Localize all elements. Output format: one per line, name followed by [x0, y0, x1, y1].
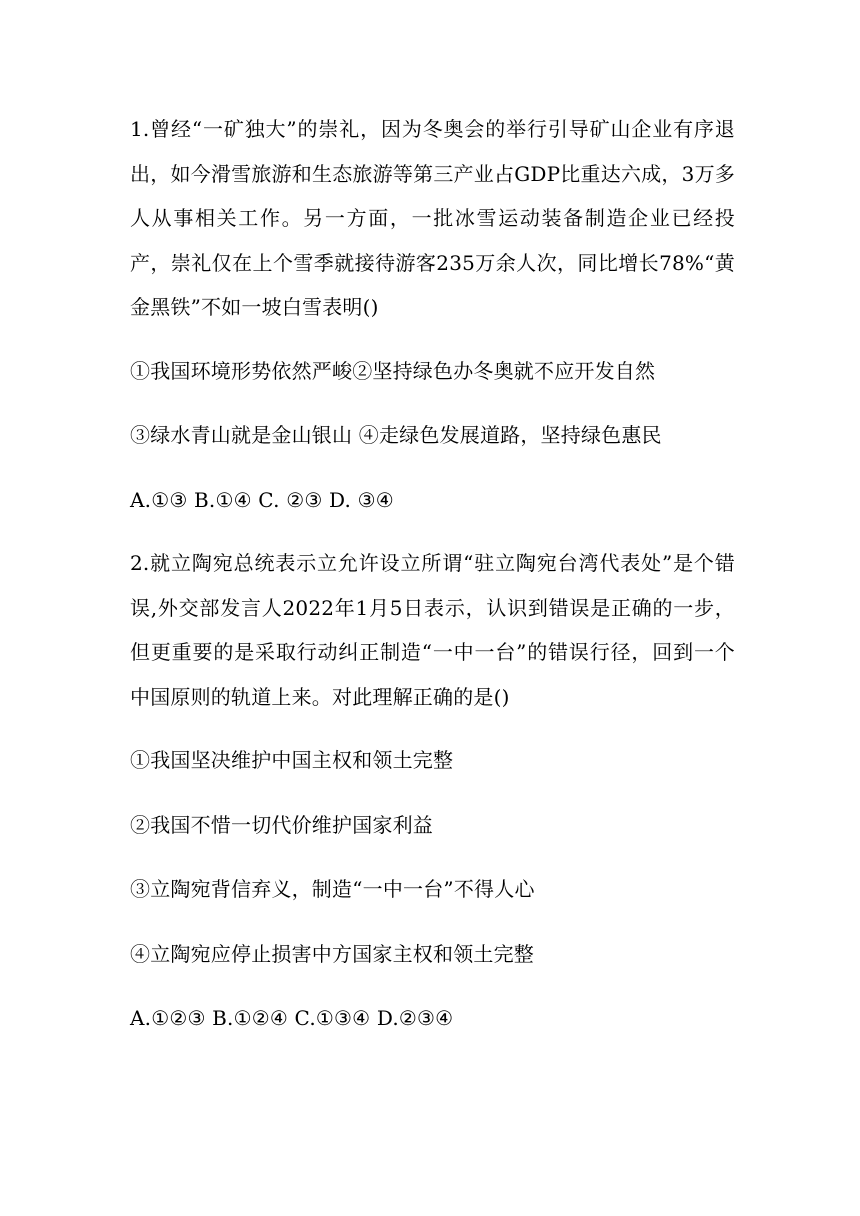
question-2-stem: 2.就立陶宛总统表示立允许设立所谓“驻立陶宛台湾代表处”是个错误,外交部发言人2022年1月5日表示，认识到错误是正确的一步，但更重要的是采取行动纠正制造“一中一台”的错误行径，回到一个中国原则的轨道上来。对此理解正确的是()	[130, 551, 735, 709]
question-2-option-4: ④立陶宛应停止损害中方国家主权和领土完整	[130, 941, 534, 966]
question-2-answer-choices: A.①②③ B.①②④ C.①③④ D.②③④	[130, 1006, 454, 1030]
question-2-option-3: ③立陶宛背信弃义，制造“一中一台”不得人心	[130, 877, 535, 901]
question-1-option-line-2: ③绿水青山就是金山银山 ④走绿色发展道路，坚持绿色惠民	[130, 423, 662, 447]
question-1-answer-choices: A.①③ B.①④ C. ②③ D. ③④	[130, 487, 394, 512]
question-2-option-1: ①我国坚决维护中国主权和领土完整	[130, 748, 454, 772]
question-2-option-2: ②我国不惜一切代价维护国家利益	[130, 812, 433, 837]
question-1-stem: 1.曾经“一矿独大”的崇礼，因为冬奥会的举行引导矿山企业有序退出，如今滑雪旅游和生态旅游等第三产业占GDP比重达六成，3万多人从事相关工作。另一方面，一批冰雪运动装备制造企业已经投产，崇礼仅在上个雪季就接待游客235万余人次，同比增长78%“黄金黑铁”不如一坡白雪表明()	[130, 117, 735, 319]
question-1-option-line-1: ①我国环境形势依然严峻②坚持绿色办冬奥就不应开发自然	[130, 358, 656, 383]
document-page	[130, 107, 735, 1060]
